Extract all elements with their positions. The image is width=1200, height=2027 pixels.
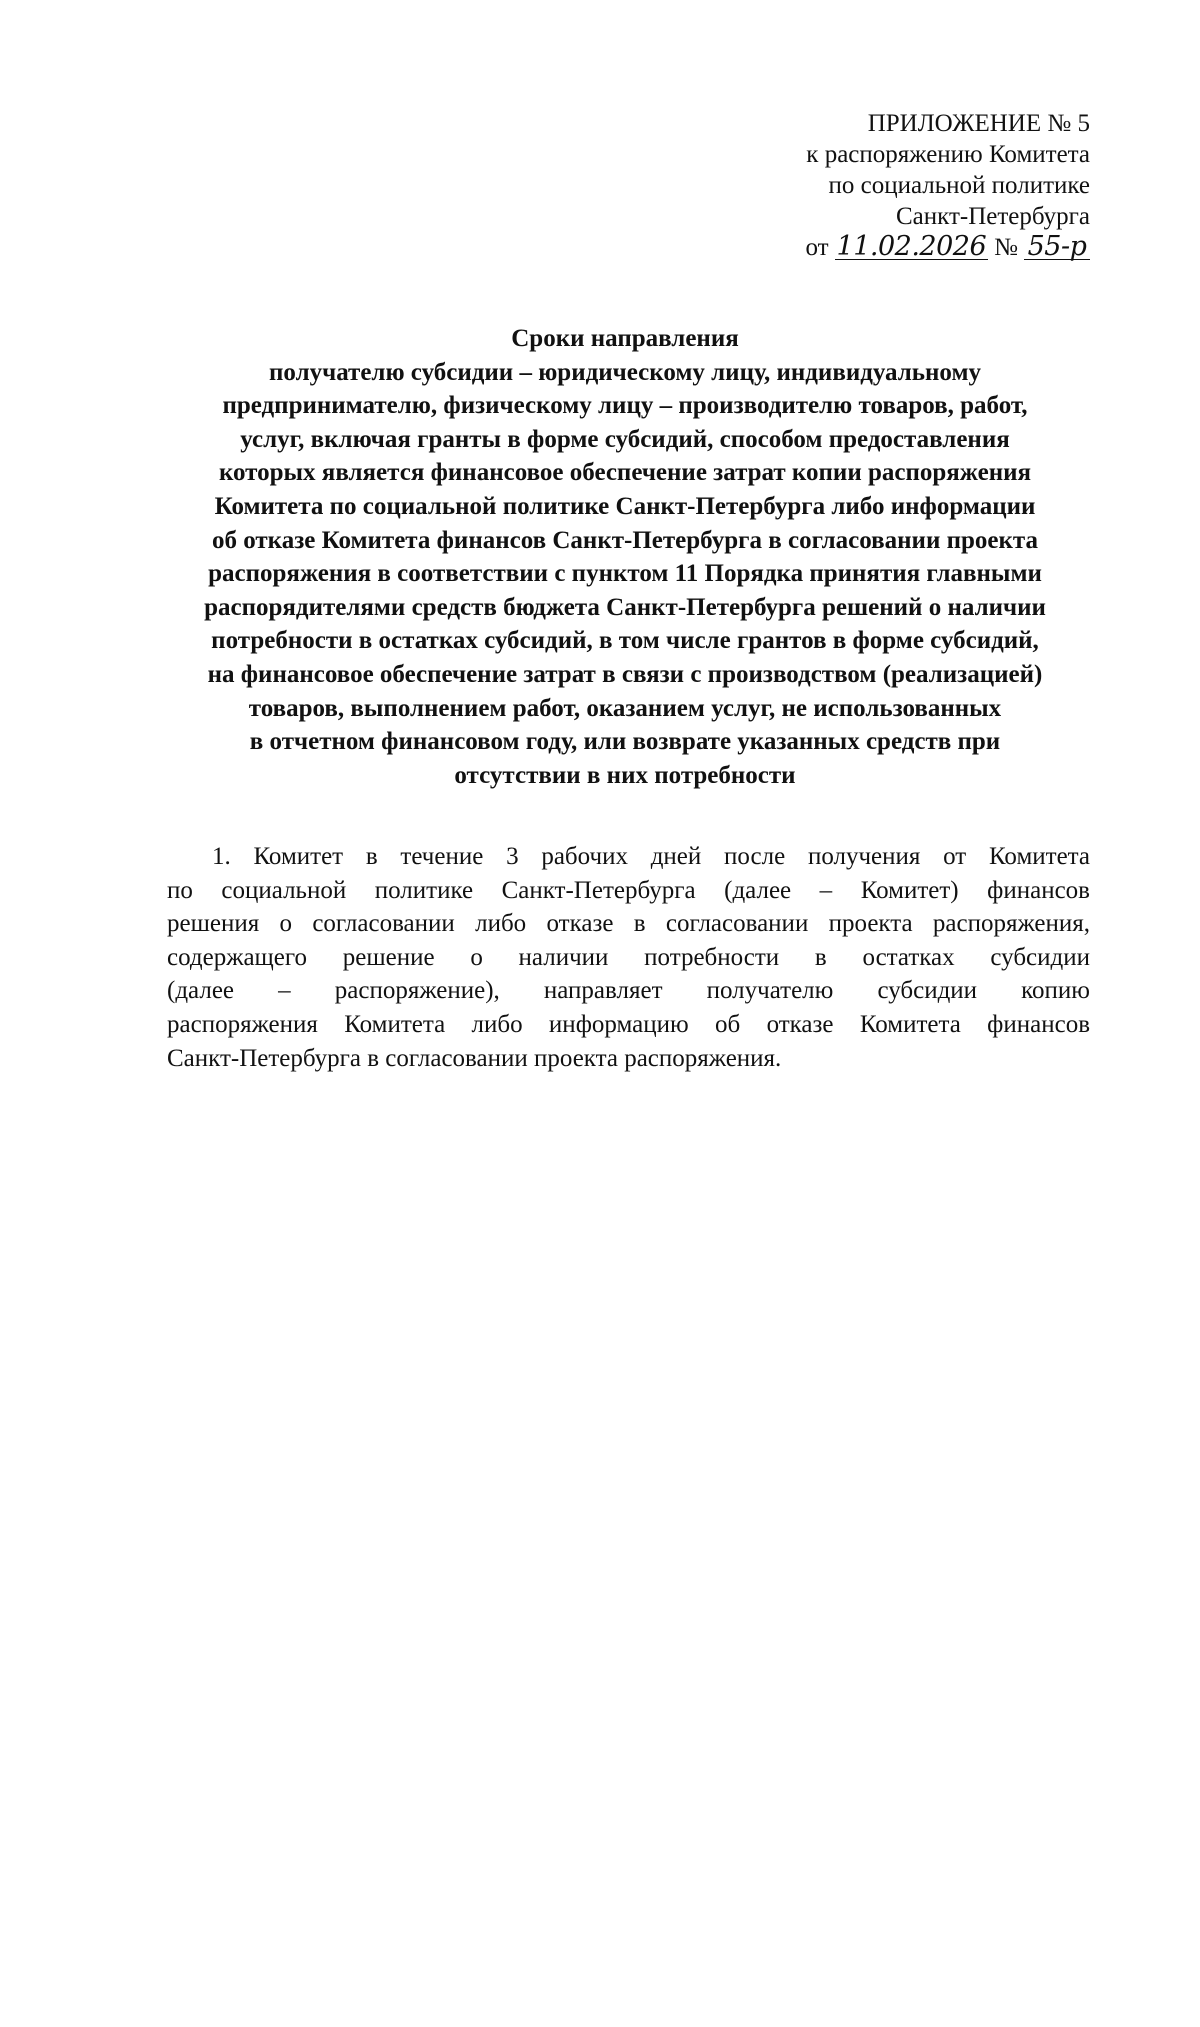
appendix-ref-line-3: Санкт-Петербурга (895, 203, 1090, 230)
date-prefix: от (805, 234, 829, 261)
appendix-ref-line-1: к распоряжению Комитета (806, 141, 1090, 168)
paragraph-1 (167, 840, 1090, 1075)
title-line: об отказе Комитета финансов Санкт-Петербурга в согласовании проекта (211, 526, 1039, 554)
title-line: распорядителями средств бюджета Санкт-Петербурга решений о наличии (204, 593, 1046, 621)
appendix-number: ПРИЛОЖЕНИЕ № 5 (867, 110, 1090, 137)
title-line: которых является финансовое обеспечение затрат копии распоряжения (218, 459, 1032, 487)
title-line: услуг, включая гранты в форме субсидий, способом предоставления (240, 425, 1010, 453)
title-line: товаров, выполнением работ, оказанием услуг, не использованных (248, 694, 1002, 722)
document-title (160, 322, 1090, 792)
handwritten-number: 55-р (1024, 235, 1090, 260)
paragraph-line: решения о согласовании либо отказе в согласовании проекта распоряжения, (167, 910, 1090, 938)
paragraph-line: содержащего решение о наличии потребности в остатках субсидии (167, 943, 1090, 971)
title-line: в отчетном финансовом году, или возврате указанных средств при (249, 728, 1001, 756)
paragraph-line: (далее – распоряжение), направляет получателю субсидии копию (167, 977, 1090, 1005)
paragraph-line: распоряжения Комитета либо информацию об отказе Комитета финансов (167, 1010, 1090, 1038)
paragraph-line: 1. Комитет в течение 3 рабочих дней после получения от Комитета (212, 843, 1090, 870)
paragraph-line: Санкт-Петербурга в согласовании проекта распоряжения. (167, 1044, 782, 1072)
title-line: отсутствии в них потребности (454, 761, 796, 789)
title-line: предпринимателю, физическому лицу – производителю товаров, работ, (222, 392, 1028, 420)
title-line: Комитета по социальной политике Санкт-Петербурга либо информации (214, 492, 1036, 520)
date-number-line (650, 232, 1090, 263)
title-line: получателю субсидии – юридическому лицу, индивидуальному (269, 358, 981, 386)
title-line: на финансовое обеспечение затрат в связи с производством (реализацией) (207, 660, 1043, 688)
paragraph-line: по социальной политике Санкт-Петербурга (далее – Комитет) финансов (167, 876, 1090, 904)
handwritten-date: 11.02.2026 (836, 231, 987, 262)
title-line: распоряжения в соответствии с пунктом 11 Порядка принятия главными (208, 560, 1042, 588)
title-line: Сроки направления (511, 325, 739, 352)
appendix-ref-line-2: по социальной политике (828, 172, 1090, 199)
title-line: потребности в остатках субсидий, в том числе грантов в форме субсидий, (211, 627, 1039, 655)
number-prefix: № (994, 234, 1018, 261)
appendix-header (650, 108, 1090, 263)
